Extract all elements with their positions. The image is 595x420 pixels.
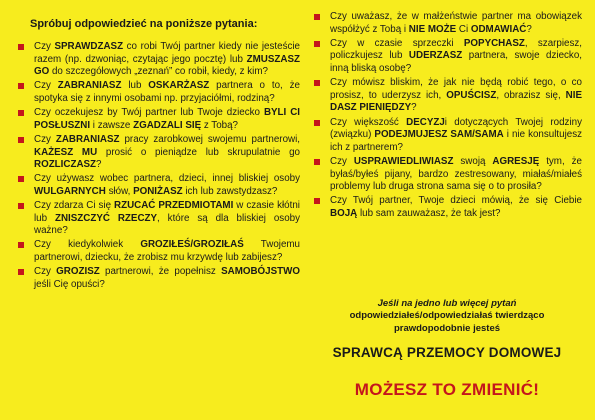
question-text: Czy [34, 41, 55, 52]
question-text: partnerowi, że popełnisz [99, 266, 222, 278]
question-item [312, 77, 582, 115]
question-text: z Tobą? [201, 119, 238, 131]
question-emphasis: ROZLICZASZ [34, 159, 97, 171]
question-emphasis: AGRESJĘ [492, 155, 540, 167]
question-text: i nie konsultujesz ich z partnerem? [330, 129, 582, 153]
question-text: pracy zarobkowej swojemu partnerowi, [119, 133, 300, 145]
closing-note-line-1: Jeśli na jedno lub więcej pytań [377, 298, 517, 309]
question-emphasis: DECYZJ [406, 116, 445, 128]
square-bullet-icon [314, 14, 320, 20]
closing-note-line-2: odpowiedziałeś/odpowiedziałaś twierdząco [349, 310, 545, 322]
headline: SPRAWCĄ PRZEMOCY DOMOWEJ [332, 345, 562, 360]
question-emphasis: OSKARŻASZ [148, 80, 210, 92]
question-emphasis: PONIŻASZ [133, 185, 183, 197]
question-emphasis: ZABRANIASZ [55, 133, 120, 145]
question-text: Czy [34, 80, 58, 92]
question-emphasis: SAMOBÓJSTWO [221, 266, 300, 278]
question-emphasis: ZMUSZASZ GO [34, 53, 300, 78]
question-text: Czy uważasz, że w małżeństwie partner ma obowiązek współżyć z Tobą i [330, 11, 582, 35]
question-emphasis: ODMAWIAĆ [470, 23, 527, 35]
question-text: Czy używasz wobec partnera, dzieci, innej bliskiej osoby [34, 173, 300, 185]
question-emphasis: GROZISZ [56, 266, 100, 278]
question-item [16, 41, 300, 79]
question-emphasis: SPRAWDZASZ [54, 41, 124, 52]
question-text: Czy zdarza Ci się [34, 200, 115, 212]
question-text: , szarpiesz, policzkujesz lub [330, 37, 582, 62]
questions-header: Spróbuj odpowiedzieć na poniższe pytania: [30, 18, 258, 30]
question-text: Twojemu partnerowi, dziecku, że zrobisz mu krzywdę lub zabijesz? [34, 239, 301, 264]
question-text: lub [121, 80, 149, 92]
question-item [16, 107, 300, 132]
question-emphasis: OPUŚCISZ [446, 89, 497, 101]
question-text: partnera o to, że spotyka się z innymi osobami np. przyjaciółmi, rodziną? [34, 80, 300, 104]
question-text: i dotyczących Twojej rodziny (związku) [330, 116, 582, 141]
question-text: ? [411, 102, 417, 114]
question-emphasis: PODEJMUJESZ SAM/SAMA [374, 129, 504, 141]
left-questions-list [16, 41, 300, 291]
square-bullet-icon [314, 41, 320, 47]
square-bullet-icon [314, 80, 320, 86]
question-text: i zawsze [90, 119, 134, 131]
question-item [312, 117, 582, 155]
question-text: Czy [34, 133, 56, 145]
question-emphasis: GROZIŁEŚ/GROZIŁAŚ [140, 239, 244, 251]
square-bullet-icon [314, 120, 320, 126]
question-text: jeśli Cię opuści? [34, 278, 105, 290]
question-emphasis: ZABRANIASZ [57, 80, 122, 92]
question-item [312, 156, 582, 194]
question-emphasis: WULGARNYCH [34, 185, 106, 197]
question-text: prosić o pieniądze lub skrupulatnie go [97, 146, 301, 158]
question-emphasis: KAŻESZ MU [34, 146, 98, 158]
question-emphasis: NIE MOŻE [408, 23, 457, 35]
question-item [312, 11, 582, 36]
question-emphasis: UDERZASZ [408, 50, 463, 62]
question-text: ? [96, 159, 102, 171]
question-emphasis: BOJĄ [330, 207, 358, 219]
square-bullet-icon [18, 242, 24, 248]
question-emphasis: RZUCAĆ PRZEDMIOTAMI [114, 200, 234, 212]
question-emphasis: BYLI CI POSŁUSZNI [34, 107, 300, 131]
square-bullet-icon [18, 44, 24, 50]
square-bullet-icon [18, 269, 24, 275]
question-text: swoją [453, 155, 493, 167]
question-emphasis: ZNISZCZYĆ RZECZY [54, 212, 158, 224]
question-emphasis: NIE DASZ PIENIĘDZY [330, 89, 582, 114]
left-column [16, 0, 300, 293]
question-text: , które są dla bliskiej osoby ważne? [34, 212, 301, 237]
question-text: , obrazisz się, [496, 89, 566, 101]
closing-note [312, 298, 582, 335]
question-text: Ci [456, 23, 471, 35]
question-text: do szczegółowych „zeznań” co robił, kiedy, z kim? [49, 66, 268, 78]
square-bullet-icon [18, 137, 24, 143]
question-item [16, 134, 300, 172]
call-to-action: MOŻESZ TO ZMIENIĆ! [354, 380, 540, 399]
question-text: lub sam zauważasz, że tak jest? [357, 207, 501, 219]
question-text: Czy Twój partner, Twoje dzieci mówią, że się Ciebie [330, 195, 582, 207]
closing-note-line-3: prawdopodobnie jesteś [393, 322, 501, 334]
question-emphasis: ZGADZALI SIĘ [133, 119, 202, 131]
question-text: ? [526, 23, 532, 35]
question-item [312, 195, 582, 220]
question-text: ich lub zawstydzasz? [182, 185, 278, 197]
square-bullet-icon [18, 176, 24, 182]
question-text: słów, [105, 185, 134, 197]
square-bullet-icon [18, 110, 24, 116]
question-item [16, 173, 300, 198]
question-emphasis: POPYCHASZ [463, 37, 525, 49]
question-text: Czy kiedykolwiek [34, 239, 141, 251]
question-item [16, 266, 300, 291]
square-bullet-icon [18, 203, 24, 209]
question-text: Czy większość [330, 116, 407, 128]
question-item [16, 239, 300, 264]
question-text: Czy w czasie sprzeczki [330, 37, 464, 49]
question-text: Czy oczekujesz by Twój partner lub Twoje dziecko [34, 107, 264, 119]
question-item [16, 200, 300, 238]
square-bullet-icon [18, 83, 24, 89]
question-item [16, 80, 300, 105]
question-text: Czy mówisz bliskim, że jak nie będą robić tego, o co prosisz, to uderzysz ich, [330, 77, 582, 101]
question-item [312, 38, 582, 76]
question-text: tym, że byłaś/byłeś pijany, bardzo zestresowany, miałaś/miałeś problemy lub druga strona sama się o to prosiła? [330, 155, 582, 193]
question-text: w czasie kłótni lub [34, 200, 300, 224]
question-emphasis: USPRAWIEDLIWIASZ [353, 155, 454, 167]
question-text: Czy [34, 266, 57, 278]
right-column [312, 0, 582, 222]
question-text: co robi Twój partner kiedy nie jesteście razem (np. dzwoniąc, czytając jego pocztę) lub [34, 41, 300, 65]
square-bullet-icon [314, 159, 320, 165]
right-questions-list [312, 11, 582, 220]
question-text: partnera, swoje dziecko, inną bliską osobę? [330, 50, 582, 74]
square-bullet-icon [314, 198, 320, 204]
question-text: Czy [330, 155, 354, 167]
